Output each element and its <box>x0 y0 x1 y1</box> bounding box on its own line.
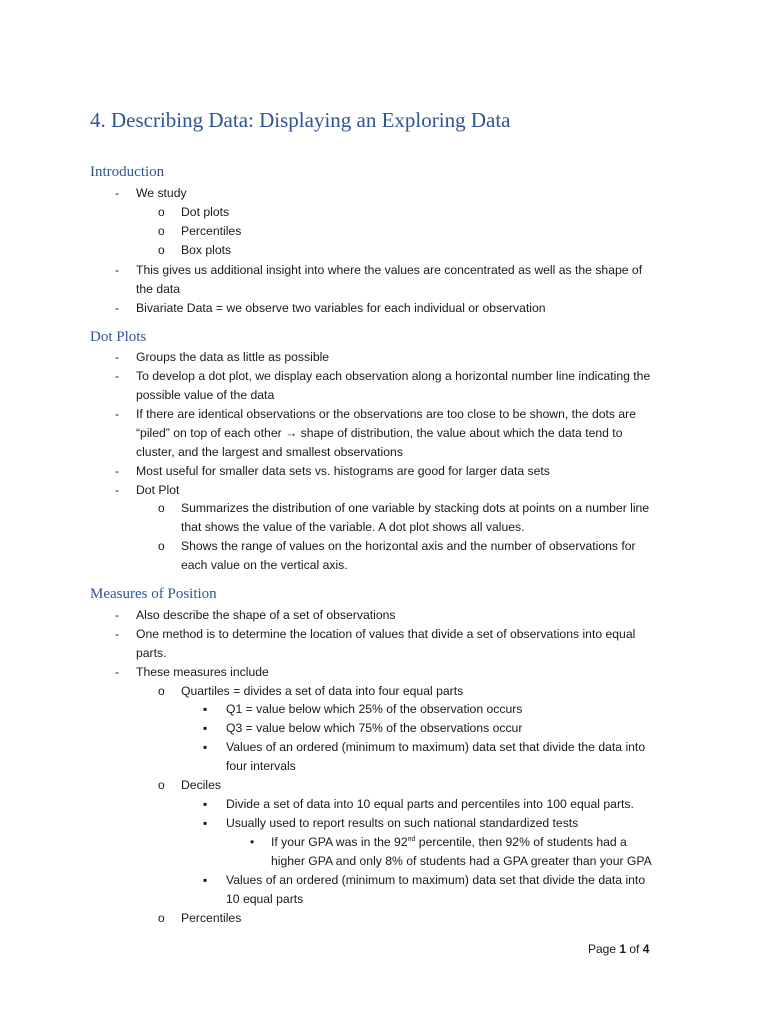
square-bullet-marker: ▪ <box>203 873 208 887</box>
list-item: To develop a dot plot, we display each observation along a horizontal number line indicating the <box>136 369 651 383</box>
list-item-text: percentile, then 92% of students had a <box>415 835 627 849</box>
list-item: Percentiles <box>181 224 242 238</box>
round-bullet-marker: • <box>250 835 255 849</box>
ordinal-suffix: nd <box>407 835 416 843</box>
list-item: Most useful for smaller data sets vs. histograms are good for larger data sets <box>136 464 550 478</box>
list-item-continued: parts. <box>136 646 167 660</box>
square-bullet-marker: ▪ <box>203 797 208 811</box>
heading-dot-plots: Dot Plots <box>90 329 147 345</box>
dash-marker: - <box>115 665 119 679</box>
list-item-continued: possible value of the data <box>136 388 275 402</box>
arrow-right-icon: → <box>285 426 298 440</box>
list-item: We study <box>136 186 187 200</box>
list-item-continued <box>136 424 622 443</box>
list-item-text: “piled” on top of each other <box>136 426 286 440</box>
circle-marker: o <box>158 911 165 925</box>
list-item-continued: each value on the vertical axis. <box>181 558 348 572</box>
list-item-continued: four intervals <box>226 759 296 773</box>
list-item: Values of an ordered (minimum to maximum) data set that divide the data into <box>226 740 646 754</box>
current-page-number: 1 <box>619 942 627 956</box>
list-item-text: If your GPA was in the 92 <box>271 835 408 849</box>
dash-marker: - <box>115 301 119 315</box>
list-item: These measures include <box>136 665 269 679</box>
square-bullet-marker: ▪ <box>203 816 208 830</box>
list-item: Bivariate Data = we observe two variables for each individual or observation <box>136 301 546 315</box>
heading-introduction: Introduction <box>90 164 165 180</box>
list-item: Percentiles <box>181 911 242 925</box>
list-item: One method is to determine the location of values that divide a set of observations into equal <box>136 627 636 641</box>
total-pages-number: 4 <box>642 942 650 956</box>
list-item: Box plots <box>181 243 232 257</box>
list-item-continued: 10 equal parts <box>226 892 304 906</box>
list-item-continued: that shows the value of the variable. A dot plot shows all values. <box>181 520 525 534</box>
list-item: Dot Plot <box>136 483 180 497</box>
dash-marker: - <box>115 350 119 364</box>
dash-marker: - <box>115 407 119 421</box>
dash-marker: - <box>115 483 119 497</box>
list-item-continued: the data <box>136 282 181 296</box>
list-item-continued: cluster, and the largest and smallest observations <box>136 445 403 459</box>
circle-marker: o <box>158 243 165 257</box>
list-item-text: shape of distribution, the value about which the data tend to <box>297 426 623 440</box>
list-item-continued: higher GPA and only 8% of students had a GPA greater than your GPA <box>271 854 652 868</box>
list-item <box>271 833 627 852</box>
page-label: Page <box>588 942 620 956</box>
square-bullet-marker: ▪ <box>203 740 208 754</box>
list-item: Q3 = value below which 75% of the observations occur <box>226 721 523 735</box>
circle-marker: o <box>158 539 165 553</box>
dash-marker: - <box>115 608 119 622</box>
page-number-footer <box>588 942 649 956</box>
list-item: Quartiles = divides a set of data into four equal parts <box>181 684 464 698</box>
list-item: If there are identical observations or the observations are too close to be shown, the dots are <box>136 407 636 421</box>
dash-marker: - <box>115 263 119 277</box>
list-item: Groups the data as little as possible <box>136 350 330 364</box>
dash-marker: - <box>115 186 119 200</box>
list-item: Deciles <box>181 778 221 792</box>
list-item: Divide a set of data into 10 equal parts and percentiles into 100 equal parts. <box>226 797 634 811</box>
square-bullet-marker: ▪ <box>203 721 208 735</box>
list-item: Dot plots <box>181 205 230 219</box>
list-item: Summarizes the distribution of one variable by stacking dots at points on a number line <box>181 501 650 515</box>
circle-marker: o <box>158 224 165 238</box>
list-item: Usually used to report results on such national standardized tests <box>226 816 579 830</box>
circle-marker: o <box>158 501 165 515</box>
circle-marker: o <box>158 205 165 219</box>
document-title: 4. Describing Data: Displaying an Exploring Data <box>90 108 511 132</box>
dash-marker: - <box>115 369 119 383</box>
page-of-label: of <box>626 942 643 956</box>
heading-measures-of-position: Measures of Position <box>90 586 217 602</box>
circle-marker: o <box>158 684 165 698</box>
list-item: Values of an ordered (minimum to maximum) data set that divide the data into <box>226 873 646 887</box>
dash-marker: - <box>115 627 119 641</box>
circle-marker: o <box>158 778 165 792</box>
list-item: Q1 = value below which 25% of the observation occurs <box>226 702 523 716</box>
list-item: Shows the range of values on the horizontal axis and the number of observations for <box>181 539 636 553</box>
list-item: Also describe the shape of a set of observations <box>136 608 396 622</box>
list-item: This gives us additional insight into where the values are concentrated as well as the shape of <box>136 263 643 277</box>
square-bullet-marker: ▪ <box>203 702 208 716</box>
dash-marker: - <box>115 464 119 478</box>
